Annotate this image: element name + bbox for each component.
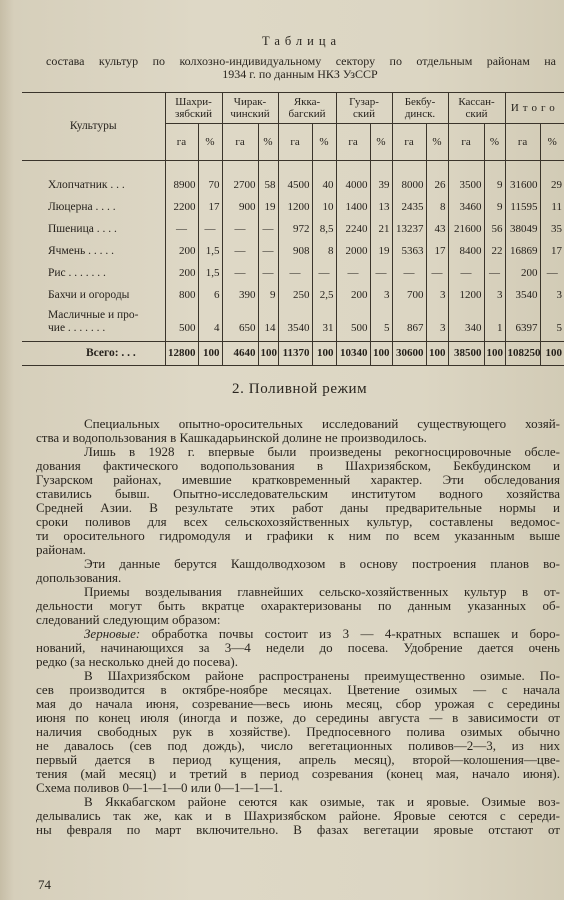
cell-ha: 500 — [165, 307, 198, 342]
cell-percent: 100 — [370, 342, 392, 366]
cell-ha: 700 — [392, 285, 426, 307]
cell-ha: 8400 — [448, 241, 484, 263]
unit-ha-header: га — [336, 124, 370, 161]
cell-ha: 3540 — [505, 285, 540, 307]
cell-ha: 390 — [222, 285, 258, 307]
text-line: первый дается в период кущения, апрель месяц), второй—колошения—цве- — [36, 753, 560, 767]
cell-percent: 3 — [426, 285, 448, 307]
unit-ha-header: га — [278, 124, 312, 161]
cell-ha: 4000 — [336, 161, 370, 197]
table-row — [22, 161, 564, 197]
cell-percent: 5 — [540, 307, 564, 342]
cell-percent: 40 — [312, 161, 336, 197]
text-line: дования фактического водопользования в Шахризябском, Бекбудинском и — [36, 459, 560, 473]
crop-name: Ячмень . . . . . — [48, 244, 114, 257]
cell-ha: 8000 — [392, 161, 426, 197]
cell-ha: — — [336, 263, 370, 285]
unit-percent-header: % — [540, 124, 564, 161]
section-body — [36, 417, 560, 837]
cell-ha: 250 — [278, 285, 312, 307]
district-name-line: Шахри- — [175, 96, 212, 108]
text-line: наличия свободных рук в хозяйстве). Предпосевного полива озимых обычно — [36, 725, 560, 739]
cell-percent: 100 — [426, 342, 448, 366]
text-line: июня по конец июля (иногда и позже, до середины августа — в зависимости от — [36, 711, 560, 725]
cell-percent: 14 — [258, 307, 278, 342]
text-line: Средней Азии. В результате этих работ даны предварительные нормы и — [36, 501, 560, 515]
cell-ha: 16869 — [505, 241, 540, 263]
page-number: 74 — [38, 877, 51, 892]
cell-percent: 43 — [426, 219, 448, 241]
cell-ha: 5363 — [392, 241, 426, 263]
crop-name: Пшеница . . . . — [48, 222, 117, 235]
table-title: Таблица — [262, 34, 342, 48]
cell-percent: 56 — [484, 219, 505, 241]
cell-percent: 31 — [312, 307, 336, 342]
total-row — [22, 342, 564, 366]
crop-name: Бахчи и огороды — [48, 288, 130, 301]
crop-name: Люцерна . . . . — [48, 200, 116, 213]
cell-ha: 908 — [278, 241, 312, 263]
cell-percent: 2,5 — [312, 285, 336, 307]
grain-crops-lead: Зерновые: — [84, 627, 141, 641]
district-name-line: Якка- — [293, 96, 321, 108]
table-row — [22, 263, 564, 285]
column-header-district — [222, 93, 278, 124]
cell-ha: 6397 — [505, 307, 540, 342]
cell-ha: 4640 — [222, 342, 258, 366]
text-line: районам. — [36, 543, 86, 557]
cell-percent: 5 — [370, 307, 392, 342]
cell-ha: 108250 — [505, 342, 540, 366]
cell-ha: 972 — [278, 219, 312, 241]
cell-ha: 200 — [165, 241, 198, 263]
cell-ha: 38049 — [505, 219, 540, 241]
text-line — [36, 627, 560, 641]
cell-ha: 2435 — [392, 197, 426, 219]
crop-table — [22, 92, 564, 366]
cell-percent: 3 — [540, 285, 564, 307]
cell-ha: 10340 — [336, 342, 370, 366]
cell-percent: 1,5 — [198, 263, 222, 285]
cell-ha: 12800 — [165, 342, 198, 366]
district-name-line: зябский — [175, 108, 213, 120]
cell-ha: 13237 — [392, 219, 426, 241]
cell-percent: 13 — [370, 197, 392, 219]
cell-ha: 867 — [392, 307, 426, 342]
table-subtitle: 1934 г. по данным НКЗ УзССР — [222, 67, 378, 81]
unit-percent-header: % — [370, 124, 392, 161]
header-row — [22, 93, 564, 124]
cell-percent: — — [540, 263, 564, 285]
cell-ha: — — [392, 263, 426, 285]
text-line: В Яккабагском районе сеются как озимые, так и яровые. Озимые воз- — [84, 795, 560, 809]
cell-ha: 21600 — [448, 219, 484, 241]
text-line: Приемы возделывания главнейших сельско-хозяйственных культур в от- — [84, 585, 560, 599]
cell-percent: 9 — [484, 197, 505, 219]
text-line: не давалось (сев под дождь), число вегетационных поливов—2—3, из них — [36, 739, 560, 753]
cell-percent: 11 — [540, 197, 564, 219]
cell-ha: 31600 — [505, 161, 540, 197]
column-header-district — [336, 93, 392, 124]
unit-ha-header: га — [505, 124, 540, 161]
cell-percent: 8,5 — [312, 219, 336, 241]
cell-percent: 1,5 — [198, 241, 222, 263]
cell-ha: — — [165, 219, 198, 241]
cell-percent: 100 — [312, 342, 336, 366]
cell-ha: — — [222, 263, 258, 285]
cell-ha: 11370 — [278, 342, 312, 366]
cell-ha: 340 — [448, 307, 484, 342]
cell-percent: 22 — [484, 241, 505, 263]
cell-percent: 17 — [540, 241, 564, 263]
cell-percent: 100 — [198, 342, 222, 366]
cell-percent: 39 — [370, 161, 392, 197]
cell-ha: 3460 — [448, 197, 484, 219]
cell-percent: 8 — [312, 241, 336, 263]
cell-percent: 17 — [426, 241, 448, 263]
cell-ha: 30600 — [392, 342, 426, 366]
cell-ha: 4500 — [278, 161, 312, 197]
unit-percent-header: % — [312, 124, 336, 161]
unit-ha-header: га — [222, 124, 258, 161]
total-label: Всего: . . . — [22, 342, 165, 366]
cell-ha: 500 — [336, 307, 370, 342]
cell-ha: — — [278, 263, 312, 285]
cell-ha: — — [222, 219, 258, 241]
cell-percent: — — [312, 263, 336, 285]
text-line: мая до начала июня, созревание—весь июнь месяц, сбор урожая с середины — [36, 697, 560, 711]
cell-percent: 19 — [370, 241, 392, 263]
cell-percent: 100 — [258, 342, 278, 366]
cell-ha: 900 — [222, 197, 258, 219]
district-name-line: динск. — [404, 108, 436, 120]
text-line: Схема поливов 0—1—1—0 или 0—1—1—1. — [36, 781, 283, 795]
unit-ha-header: га — [392, 124, 426, 161]
cell-ha: 200 — [505, 263, 540, 285]
cell-percent: — — [258, 219, 278, 241]
cell-ha: 3500 — [448, 161, 484, 197]
cell-percent: 1 — [484, 307, 505, 342]
district-name-line: Гузар- — [349, 96, 379, 108]
cell-percent: — — [370, 263, 392, 285]
crop-name: Хлопчатник . . . — [48, 178, 125, 191]
cell-percent: 4 — [198, 307, 222, 342]
text-line: ны февраля по март включительно. В фазах вегетации яровые отстают от — [36, 823, 560, 837]
cell-ha: 800 — [165, 285, 198, 307]
district-name-line: багский — [288, 108, 326, 120]
cell-percent: 17 — [198, 197, 222, 219]
cell-ha: 1400 — [336, 197, 370, 219]
text-line: сев производится в октябре-ноябре месяцах. Цветение озимых — с начала — [36, 683, 560, 697]
cell-percent: — — [484, 263, 505, 285]
column-header-crops: Культуры — [22, 93, 165, 161]
text-line: дельности могут быть вкратце охарактеризованы по данным указанных об- — [36, 599, 560, 613]
text-line: редко (за несколько дней до посева). — [36, 655, 238, 669]
column-header-district — [278, 93, 336, 124]
cell-ha: — — [222, 241, 258, 263]
table-row — [22, 197, 564, 219]
cell-percent: 29 — [540, 161, 564, 197]
cell-percent: 35 — [540, 219, 564, 241]
column-header-district — [392, 93, 448, 124]
cell-ha: 8900 — [165, 161, 198, 197]
crop-name — [22, 307, 165, 342]
cell-ha: — — [448, 263, 484, 285]
district-name-line: Бекбу- — [404, 96, 436, 108]
text-line: сроки поливов для всех сельскохозяйственных культур, составлены ведомос- — [36, 515, 560, 529]
cell-ha: 11595 — [505, 197, 540, 219]
text-line: ства и водопользования в Кашкадарьинской долине не производилось. — [36, 431, 427, 445]
cell-ha: 2700 — [222, 161, 258, 197]
unit-percent-header: % — [426, 124, 448, 161]
cell-percent: 9 — [484, 161, 505, 197]
text-line: нований, начинающихся за 3—4 недели до посева. Удобрение дается очень — [36, 641, 560, 655]
cell-percent: 6 — [198, 285, 222, 307]
cell-percent: — — [426, 263, 448, 285]
text-line: следований следующим образом: — [36, 613, 221, 627]
cell-percent: 19 — [258, 197, 278, 219]
cell-percent: 10 — [312, 197, 336, 219]
text-line-rest: обработка почвы состоит из 3 — 4-кратных вспашек и боро- — [151, 627, 560, 641]
text-line: Лишь в 1928 г. впервые были произведены рекогносцировочные обсле- — [84, 445, 560, 459]
crop-name: Рис . . . . . . . — [48, 266, 106, 279]
cell-percent: — — [258, 263, 278, 285]
column-header-district — [165, 93, 222, 124]
table-row — [22, 285, 564, 307]
text-line: Гузарском районах, имевшие кратковременный характер. Эти обследования — [36, 473, 560, 487]
cell-percent: 100 — [540, 342, 564, 366]
cell-ha: 38500 — [448, 342, 484, 366]
text-line: ставились бывш. Опытно-исследовательским институтом водного хозяйства — [36, 487, 560, 501]
cell-percent: 3 — [484, 285, 505, 307]
text-line: допользования. — [36, 571, 122, 585]
crop-name-line: чие . . . . . . . — [48, 322, 106, 334]
cell-percent: — — [198, 219, 222, 241]
cell-percent: 21 — [370, 219, 392, 241]
unit-ha-header: га — [165, 124, 198, 161]
table-row — [22, 219, 564, 241]
unit-percent-header: % — [258, 124, 278, 161]
district-name-line: Чирак- — [233, 96, 267, 108]
cell-ha: 1200 — [278, 197, 312, 219]
text-line: В Шахризябском районе распространены преимущественно озимые. По- — [84, 669, 560, 683]
cell-ha: 2240 — [336, 219, 370, 241]
text-line: делывались так же, как и в Шахризябском районе. Яровые сеются с середи- — [36, 809, 560, 823]
table-row — [22, 307, 564, 342]
unit-ha-header: га — [448, 124, 484, 161]
district-name-line: ский — [465, 108, 488, 120]
column-header-total: Итого — [505, 93, 564, 124]
text-line: Специальных опытно-оросительных исследований существующего хозяй- — [84, 417, 560, 431]
text-line: тения (май месяц) и третий в период созревания (конец мая, начало июня). — [36, 767, 560, 781]
cell-ha: 3540 — [278, 307, 312, 342]
cell-ha: 2200 — [165, 197, 198, 219]
unit-percent-header: % — [198, 124, 222, 161]
text-line: Эти данные берутся Кашдолводхозом в основу построения планов во- — [84, 557, 560, 571]
cell-percent: 58 — [258, 161, 278, 197]
cell-percent: — — [258, 241, 278, 263]
cell-ha: 200 — [165, 263, 198, 285]
cell-percent: 3 — [370, 285, 392, 307]
cell-percent: 70 — [198, 161, 222, 197]
cell-ha: 650 — [222, 307, 258, 342]
district-name-line: Кассан- — [458, 96, 495, 108]
district-name-line: ский — [353, 108, 376, 120]
unit-percent-header: % — [484, 124, 505, 161]
cell-ha: 1200 — [448, 285, 484, 307]
cell-ha: 2000 — [336, 241, 370, 263]
cell-percent: 9 — [258, 285, 278, 307]
text-line: ти оросительного гидромодуля и графики к ним по всем указанным выше — [36, 529, 560, 543]
cell-ha: 200 — [336, 285, 370, 307]
district-name-line: чинский — [230, 108, 270, 120]
cell-percent: 26 — [426, 161, 448, 197]
cell-percent: 100 — [484, 342, 505, 366]
cell-percent: 8 — [426, 197, 448, 219]
cell-percent: 3 — [426, 307, 448, 342]
section-heading: 2. Поливной режим — [232, 381, 368, 397]
table-row — [22, 241, 564, 263]
column-header-district — [448, 93, 505, 124]
crop-name-line: Масличные и про- — [48, 309, 139, 321]
table-subtitle: состава культур по колхозно-индивидуальному сектору по отдельным районам на — [46, 55, 556, 68]
